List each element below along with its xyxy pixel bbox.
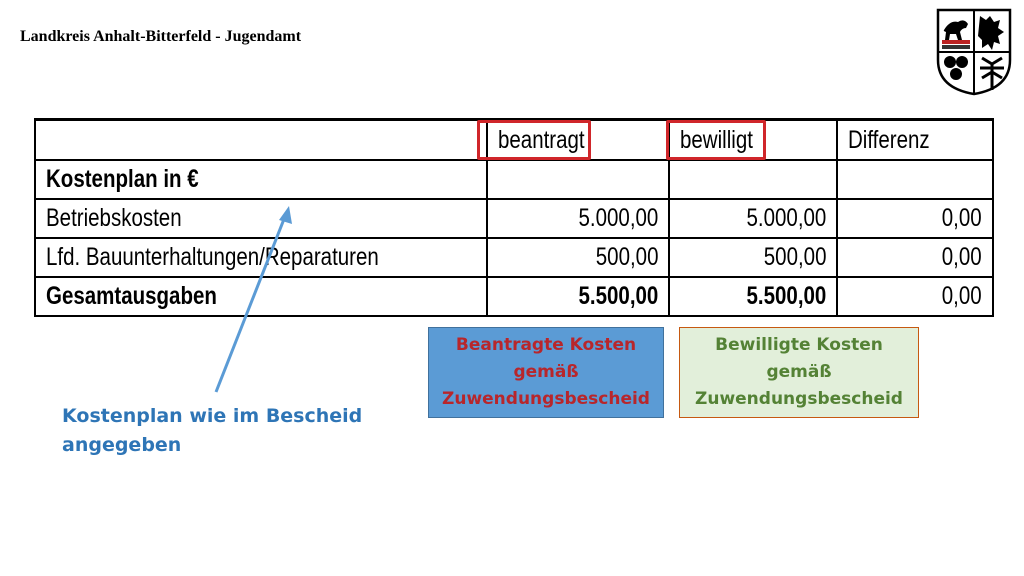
annotation-line: Kostenplan wie im Bescheid (62, 405, 363, 427)
value-beantragt: 5.000,00 (487, 199, 669, 238)
value-beantragt: 5.500,00 (487, 277, 669, 316)
row-label: Lfd. Bauunterhaltungen/Reparaturen (35, 238, 487, 277)
section-title: Kostenplan in € (35, 160, 487, 199)
value-beantragt: 500,00 (487, 238, 669, 277)
callout-requested-line: gemäß (513, 362, 579, 382)
row-label: Gesamtausgaben (35, 277, 487, 316)
column-header-differenz: Differenz (837, 120, 993, 161)
value-bewilligt: 500,00 (669, 238, 837, 277)
callout-requested-line: Beantragte Kosten (455, 335, 637, 355)
value-bewilligt: 5.000,00 (669, 199, 837, 238)
annotation-line: angegeben (62, 434, 182, 456)
page-title: Landkreis Anhalt-Bitterfeld - Jugendamt (20, 28, 302, 45)
callout-requested-line: Zuwendungsbescheid (442, 389, 650, 409)
annotation-text (62, 402, 372, 460)
value-differenz: 0,00 (837, 277, 993, 316)
value-bewilligt: 5.500,00 (669, 277, 837, 316)
callout-approved-line: Zuwendungsbescheid (695, 389, 903, 409)
column-header-bewilligt: bewilligt (669, 120, 837, 161)
row-label: Betriebskosten (35, 199, 487, 238)
callout-approved-line: gemäß (766, 362, 832, 382)
value-differenz: 0,00 (837, 199, 993, 238)
callout-approved-line: Bewilligte Kosten (715, 335, 883, 355)
column-header-beantragt: beantragt (487, 120, 669, 161)
value-differenz: 0,00 (837, 238, 993, 277)
